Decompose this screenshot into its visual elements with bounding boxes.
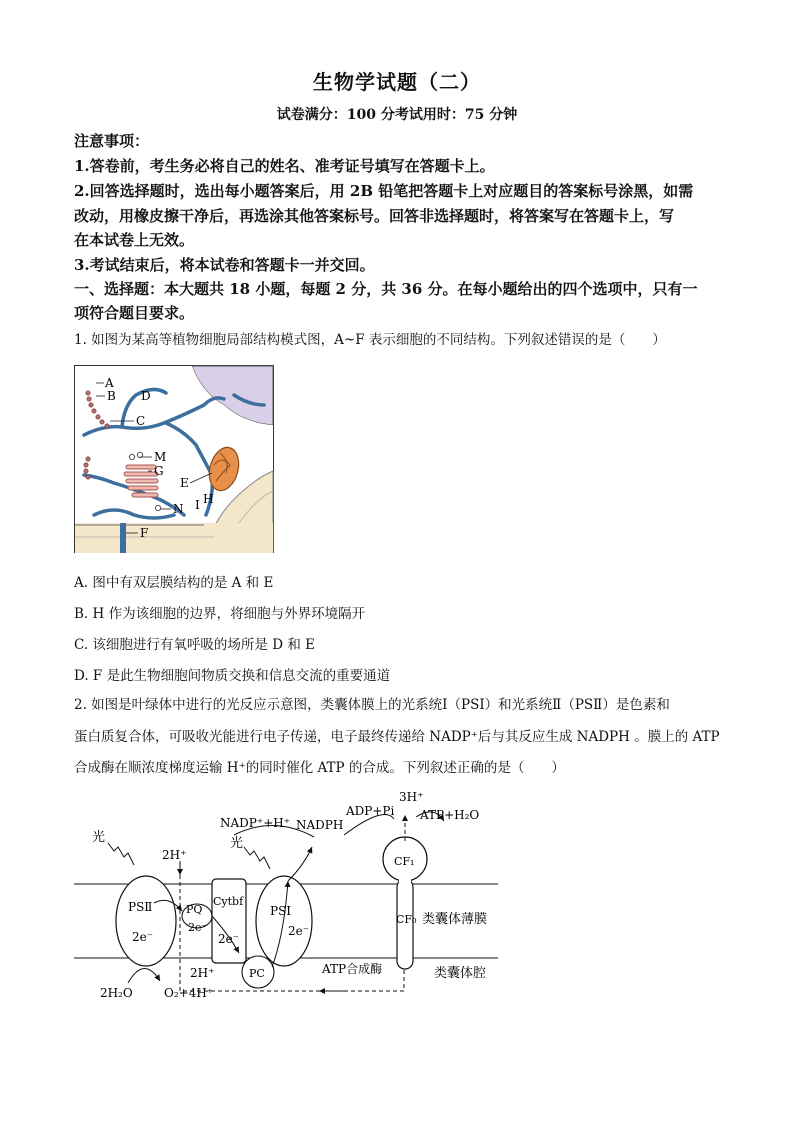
light-label-1: 光 (92, 830, 106, 845)
section-heading-line-1: 一、选择题：本大题共 18 小题，每题 2 分，共 36 分。在每小题给出的四个选项中，只有一 (74, 280, 698, 298)
page-title: 生物学试题（二） (313, 70, 481, 94)
label-F: F (140, 526, 149, 540)
label-M: M (154, 450, 167, 464)
psii-label: PSⅡ (128, 900, 153, 914)
question-2-line-2: 蛋白质复合体，可吸收光能进行电子传递，电子最终传递给 NADP⁺后与其反应生成 NADPH 。膜上的 ATP (74, 729, 720, 745)
question-2-line-1: 2. 如图是叶绿体中进行的光反应示意图，类囊体膜上的光系统Ⅰ（PSⅠ）和光系统Ⅱ（PSⅡ）是色素和 (74, 697, 670, 713)
electron-psi: 2e⁻ (288, 924, 310, 938)
electron-cytbf: 2e⁻ (218, 932, 240, 946)
nadp-label: NADP⁺+H⁺ (220, 816, 291, 830)
cf1-label: CF₁ (394, 855, 415, 868)
label-C: C (136, 414, 146, 428)
cell-structure-diagram (74, 365, 274, 553)
label-N: N (173, 502, 184, 516)
psi-label: PSⅠ (270, 904, 292, 918)
question-1-option-a: A. 图中有双层膜结构的是 A 和 E (74, 575, 274, 591)
electron-pq: 2e⁻ (188, 921, 208, 934)
section-heading-line-2: 项符合题目要求。 (74, 304, 195, 322)
question-2-line-3: 合成酶在顺浓度梯度运输 H⁺的同时催化 ATP 的合成。下列叙述正确的是（ ） (74, 760, 565, 776)
question-1-option-b: B. H 作为该细胞的边界，将细胞与外界环境隔开 (74, 606, 366, 622)
cytbf-label: Cytbf (213, 895, 244, 908)
proton-top-label: 2H⁺ (162, 848, 187, 862)
label-G: G (154, 464, 164, 478)
question-1-option-c: C. 该细胞进行有氧呼吸的场所是 D 和 E (74, 637, 315, 653)
proton-bottom-label: 2H⁺ (190, 966, 215, 980)
lumen-label: 类囊体腔 (434, 966, 487, 981)
light-reaction-diagram (74, 785, 514, 1007)
label-A: A (105, 376, 114, 390)
pc-label: PC (249, 967, 265, 980)
atp-label: ATP+H₂O (420, 808, 480, 822)
membrane-label: 类囊体薄膜 (422, 912, 488, 927)
adp-label: ADP+Pi (346, 804, 395, 818)
label-B: B (107, 389, 116, 403)
notice-item-2-line-3: 在本试卷上无效。 (74, 231, 195, 249)
notice-item-3: 3.考试结束后，将本试卷和答题卡一并交回。 (74, 256, 375, 274)
light-label-2: 光 (230, 836, 244, 851)
label-H: H (203, 492, 214, 506)
proton-3-label: 3H⁺ (399, 790, 424, 804)
notice-item-1: 1.答卷前，考生务必将自己的姓名、准考证号填写在答题卡上。 (74, 157, 495, 175)
pq-label: PQ (186, 903, 203, 916)
notice-heading: 注意事项： (74, 132, 150, 150)
label-I: I (195, 498, 200, 512)
label-E: E (180, 476, 189, 490)
atp-synthase-label: ATP合成酶 (322, 962, 383, 976)
notice-item-2-line-1: 2.回答选择题时，选出每小题答案后，用 2B 铅笔把答题卡上对应题目的答案标号涂黑，如需 (74, 182, 694, 200)
water-label: 2H₂O (100, 986, 133, 1000)
cf0-label: CF₀ (396, 913, 417, 926)
notice-item-2-line-2: 改动，用橡皮擦干净后，再选涂其他答案标号。回答非选择题时，将答案写在答题卡上，写 (74, 207, 675, 225)
question-1-option-d: D. F 是此生物细胞间物质交换和信息交流的重要通道 (74, 668, 391, 684)
oxygen-label: O₂+4H⁺ (164, 986, 214, 1000)
exam-info: 试卷满分：100 分考试用时：75 分钟 (276, 107, 518, 123)
nadph-label: NADPH (296, 818, 344, 832)
electron-psii: 2e⁻ (132, 930, 154, 944)
label-D: D (141, 389, 151, 403)
question-1-stem: 1. 如图为某高等植物细胞局部结构模式图，A~F 表示细胞的不同结构。下列叙述错误的是（ ） (74, 332, 666, 348)
